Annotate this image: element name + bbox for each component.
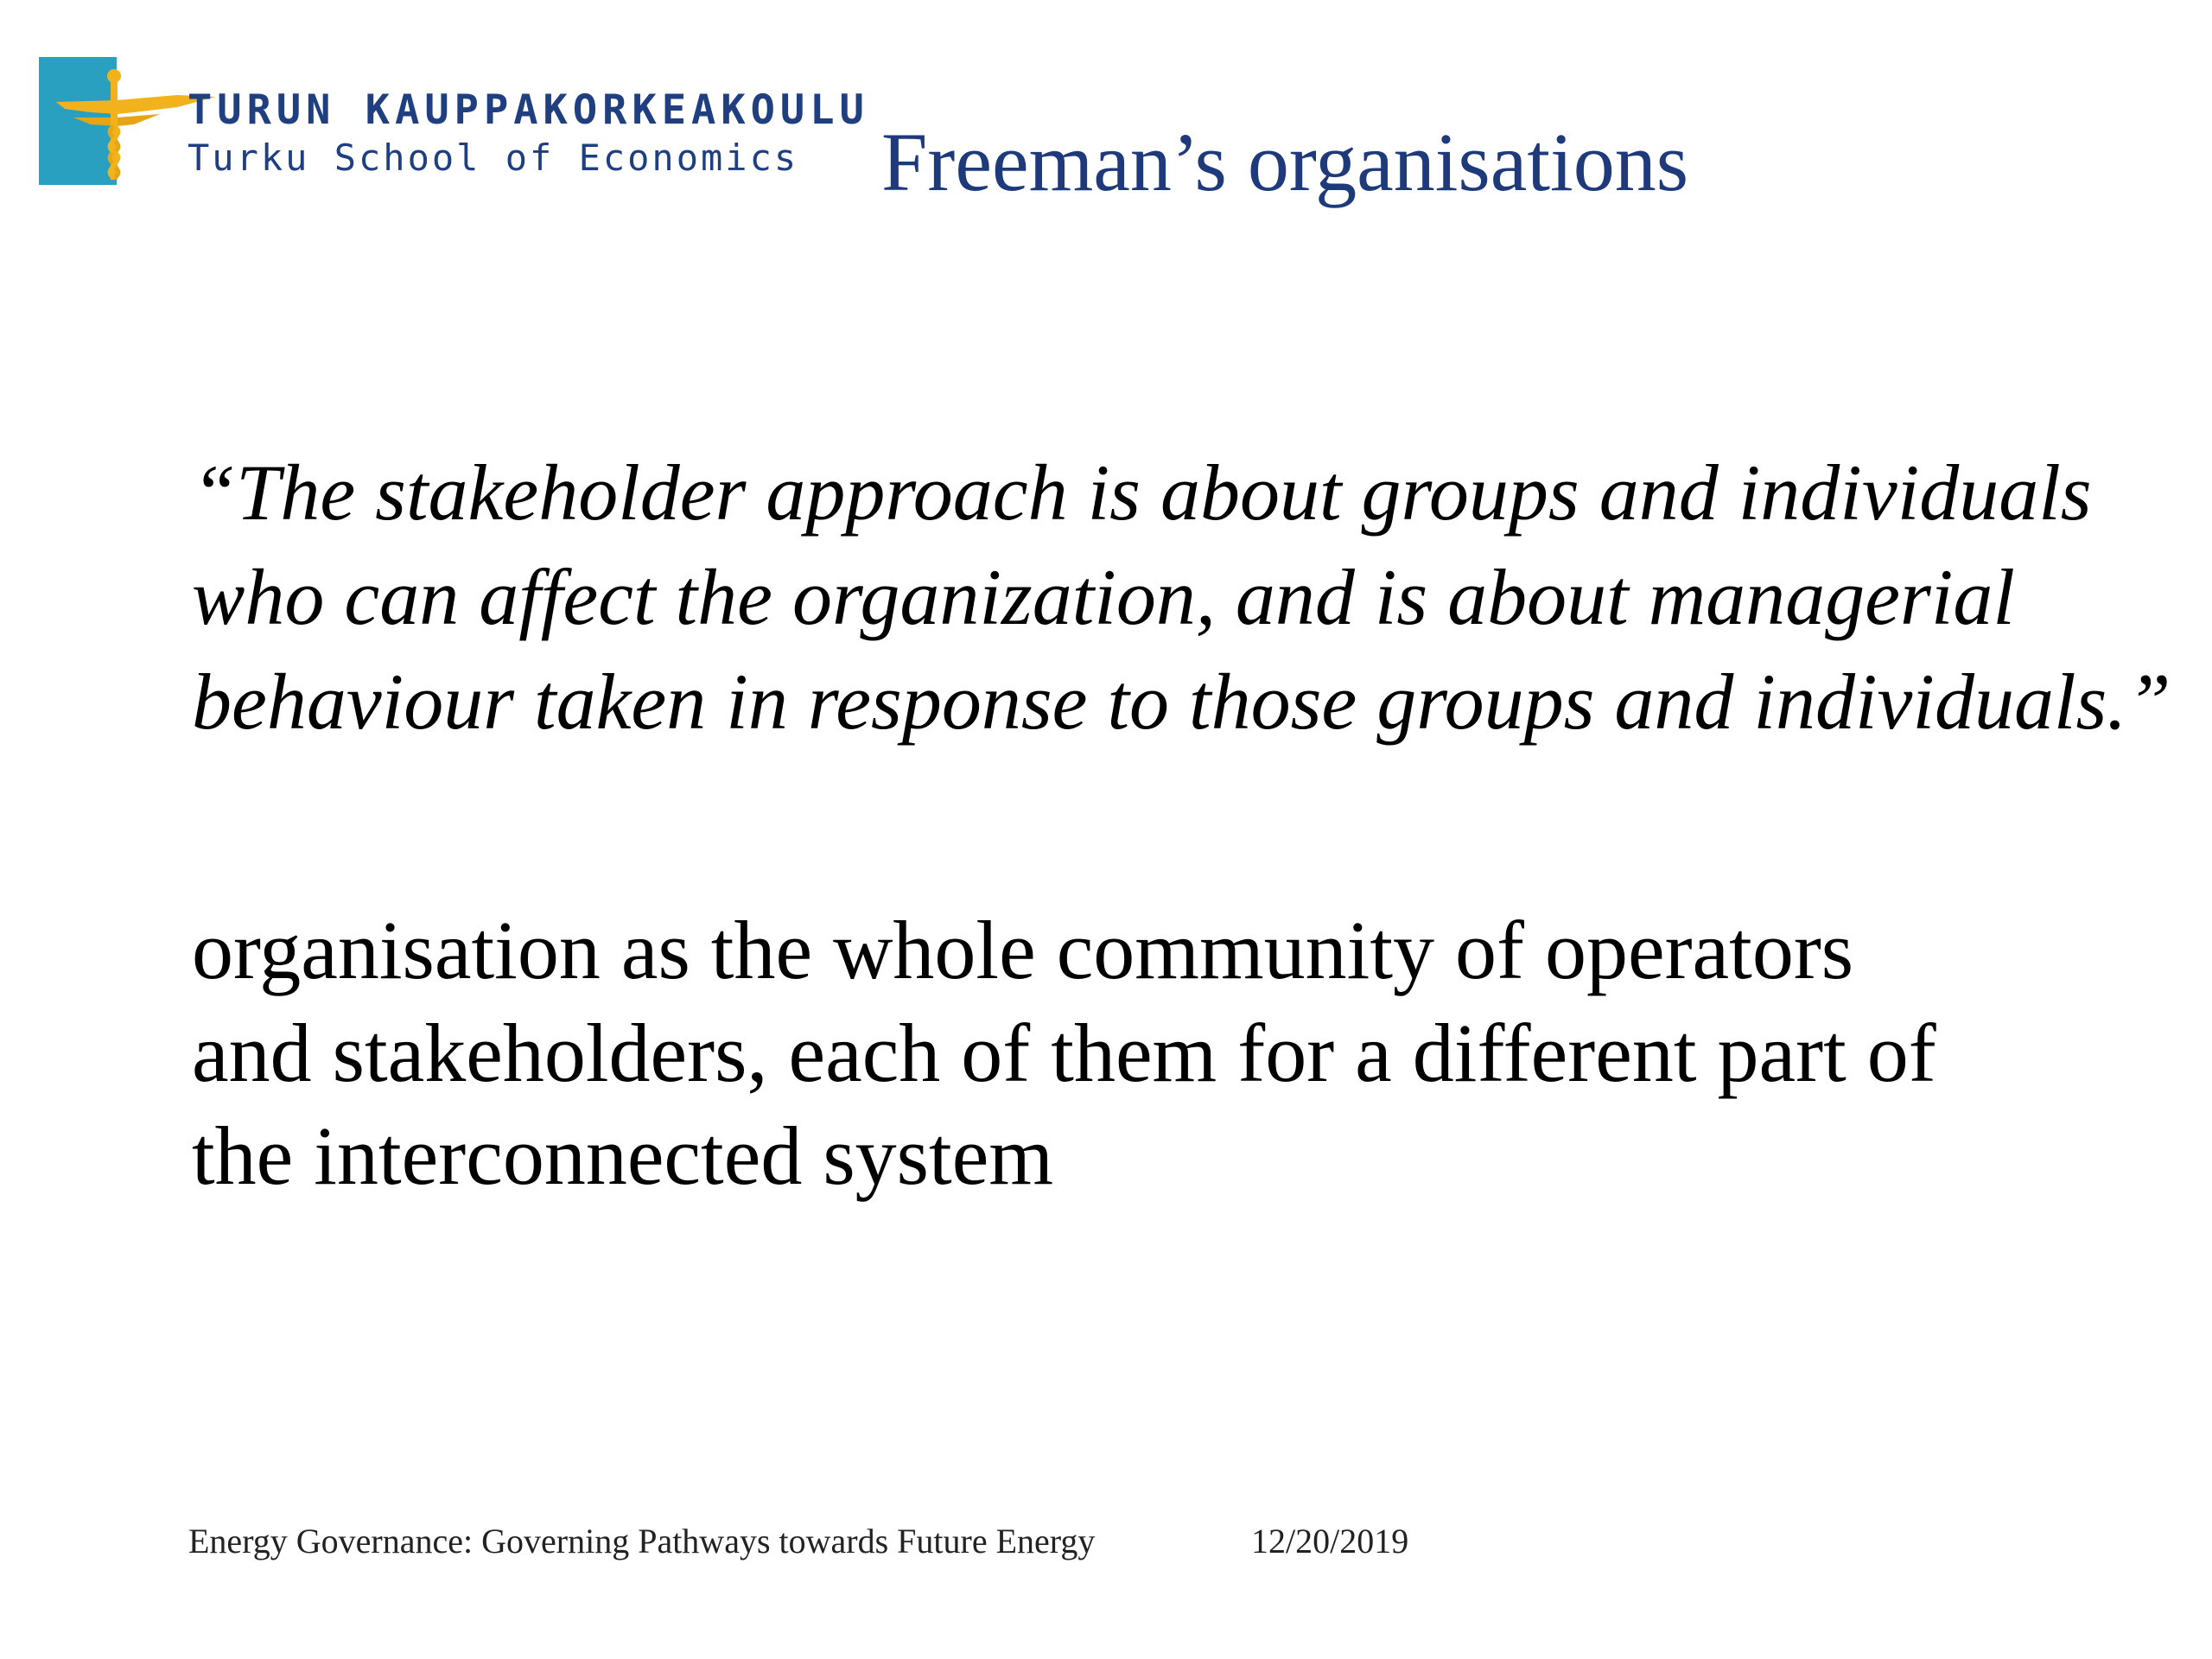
footer-date: 12/20/2019 — [1251, 1522, 1409, 1560]
organisation-definition — [192, 899, 2136, 1207]
logo-name-english: Turku School of Economics — [188, 137, 799, 179]
body-line: organisation as the whole community of operators — [192, 904, 1854, 996]
stakeholder-quote — [192, 441, 2171, 754]
body-line: the interconnected system — [192, 1109, 1053, 1202]
quote-line: behaviour taken in response to those groups and individuals.” — [192, 658, 2171, 746]
logo-name-finnish: TURUN KAUPPAKORKEAKOULU — [188, 86, 869, 134]
university-logo — [39, 57, 869, 187]
footer-course-title: Energy Governance: Governing Pathways towards Future Energy — [188, 1522, 1096, 1560]
quote-line: who can affect the organization, and is about managerial — [192, 553, 2015, 641]
slide-title: Freeman’s organisations — [881, 116, 1689, 208]
quote-line: “The stakeholder approach is about groups and individuals — [192, 448, 2092, 537]
body-line: and stakeholders, each of them for a different part of — [192, 1007, 1936, 1099]
